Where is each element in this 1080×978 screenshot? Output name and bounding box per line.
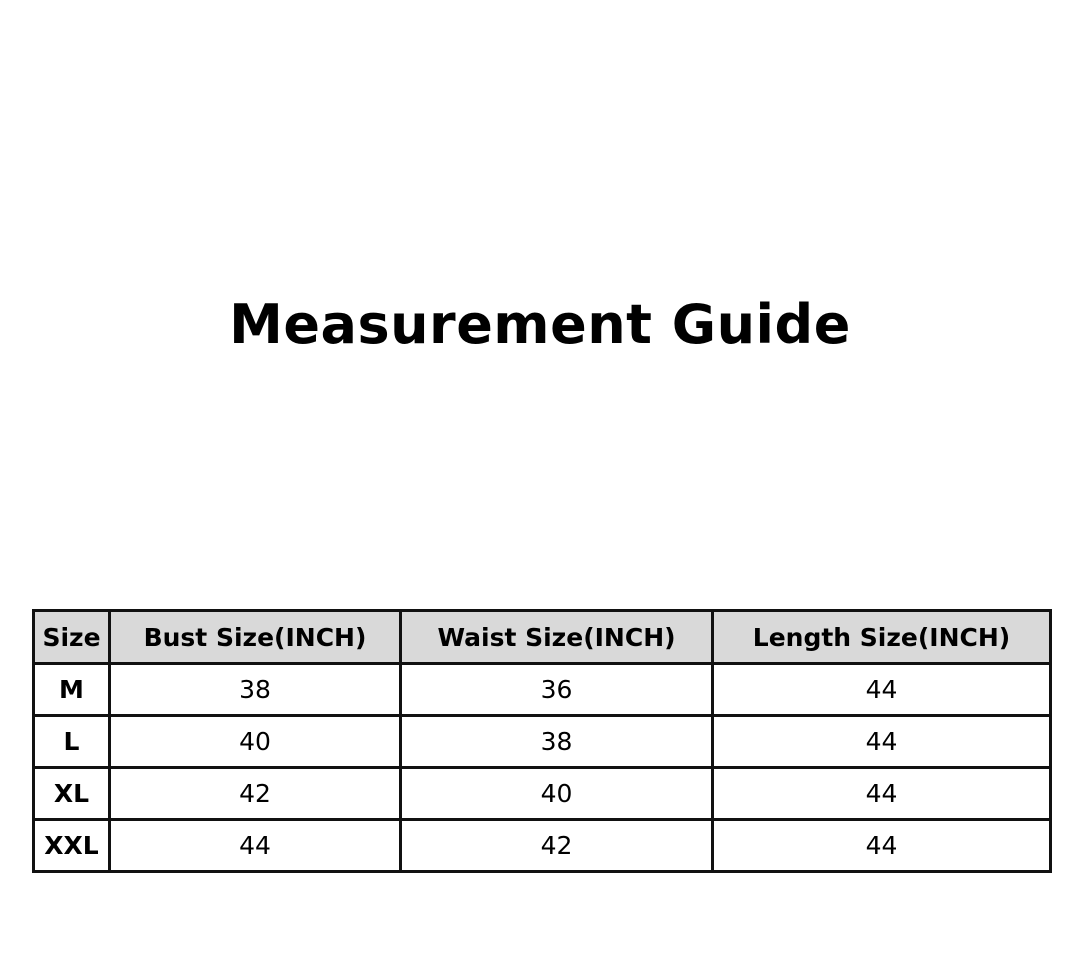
- measurement-table: [32, 609, 1052, 873]
- length-cell: 44: [713, 664, 1051, 716]
- column-header-bust: Bust Size(INCH): [110, 611, 401, 664]
- size-cell: XL: [34, 768, 110, 820]
- size-cell: M: [34, 664, 110, 716]
- table-header-row: [34, 611, 1051, 664]
- table-row: [34, 768, 1051, 820]
- waist-cell: 42: [401, 820, 713, 872]
- bust-cell: 40: [110, 716, 401, 768]
- column-header-size: Size: [34, 611, 110, 664]
- size-cell: L: [34, 716, 110, 768]
- waist-cell: 40: [401, 768, 713, 820]
- table-row: [34, 716, 1051, 768]
- length-cell: 44: [713, 716, 1051, 768]
- column-header-waist: Waist Size(INCH): [401, 611, 713, 664]
- waist-cell: 36: [401, 664, 713, 716]
- page-title: Measurement Guide: [229, 293, 851, 356]
- column-header-length: Length Size(INCH): [713, 611, 1051, 664]
- bust-cell: 38: [110, 664, 401, 716]
- size-cell: XXL: [34, 820, 110, 872]
- waist-cell: 38: [401, 716, 713, 768]
- bust-cell: 42: [110, 768, 401, 820]
- table-row: [34, 820, 1051, 872]
- length-cell: 44: [713, 768, 1051, 820]
- bust-cell: 44: [110, 820, 401, 872]
- length-cell: 44: [713, 820, 1051, 872]
- table-row: [34, 664, 1051, 716]
